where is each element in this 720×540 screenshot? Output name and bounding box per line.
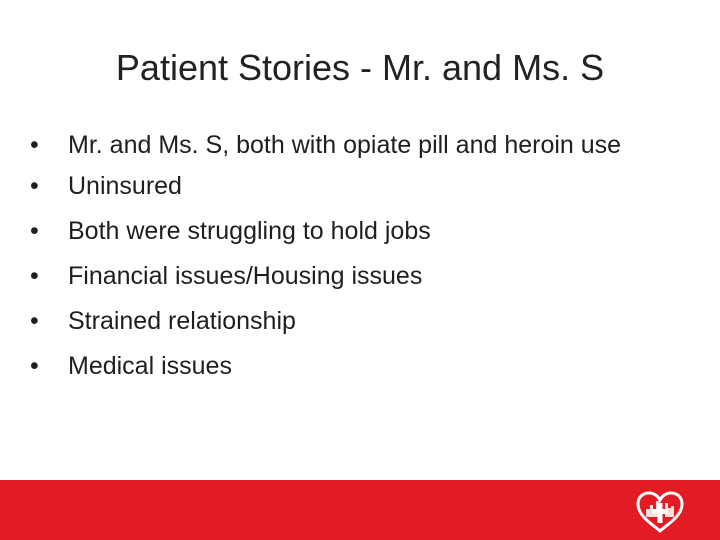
- bullet-marker: •: [30, 172, 39, 200]
- bullet-text: Uninsured: [68, 172, 182, 200]
- bullet-item: [30, 216, 690, 247]
- bullet-marker: •: [30, 307, 39, 335]
- bullet-item: [30, 130, 690, 161]
- bullet-item: [30, 306, 690, 337]
- bullet-text: Both were struggling to hold jobs: [68, 217, 431, 245]
- bullet-item: [30, 351, 690, 382]
- bullet-text: Mr. and Ms. S, both with opiate pill and heroin use: [68, 131, 622, 159]
- bullet-text: Medical issues: [68, 352, 232, 380]
- bullet-text: Financial issues/Housing issues: [68, 262, 423, 290]
- bullet-list: [30, 130, 690, 396]
- slide-title: Patient Stories - Mr. and Ms. S: [115, 47, 605, 88]
- bullet-marker: •: [30, 217, 39, 245]
- bullet-text: Strained relationship: [68, 307, 296, 335]
- footer-bar: [0, 480, 720, 540]
- bullet-item: [30, 261, 690, 292]
- bullet-marker: •: [30, 131, 39, 159]
- bullet-marker: •: [30, 262, 39, 290]
- bullet-marker: •: [30, 352, 39, 380]
- bullet-item: [30, 171, 690, 202]
- heart-cross-logo-icon: [632, 487, 688, 535]
